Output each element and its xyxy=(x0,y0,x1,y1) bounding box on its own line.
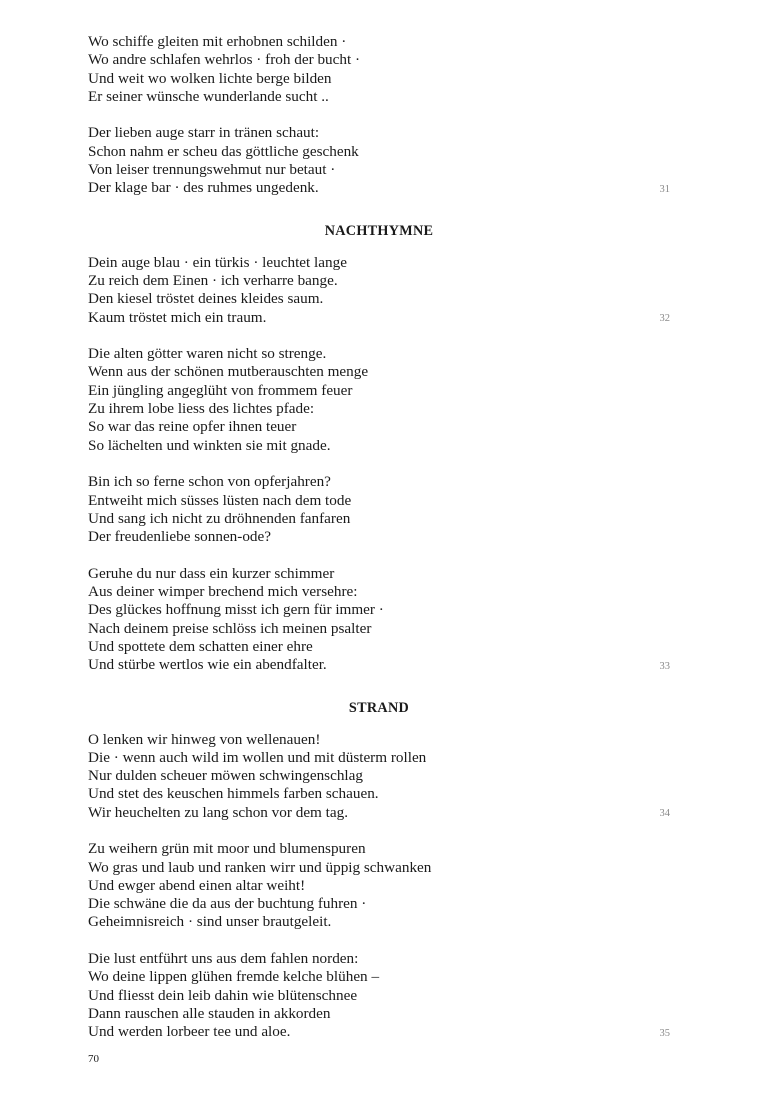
verse-line: Der lieben auge starr in tränen schaut: xyxy=(88,124,320,142)
stanza xyxy=(88,840,670,931)
verse-line: Und stet des keuschen himmels farben schauen. xyxy=(88,785,379,803)
verse-line: Und weit wo wolken lichte berge bilden xyxy=(88,69,332,87)
verse-line: Dein auge blau · ein türkis · leuchtet lange xyxy=(88,253,347,271)
verse-line: Aus deiner wimper brechend mich versehre: xyxy=(88,583,358,601)
verse-line: Die alten götter waren nicht so strenge. xyxy=(88,345,327,363)
stanza xyxy=(88,254,670,327)
stanza xyxy=(88,565,670,675)
verse-line: Wo gras und laub und ranken wirr und üppig schwanken xyxy=(88,858,432,876)
poem-strand xyxy=(88,731,670,1042)
verse-line: Der freudenliebe sonnen-ode? xyxy=(88,528,272,546)
poem-nachthymne xyxy=(88,254,670,675)
verse-line: Zu ihrem lobe liess des lichtes pfade: xyxy=(88,400,315,418)
verse-line: Die schwäne die da aus der buchtung fuhren · xyxy=(88,895,367,913)
verse-line: Die lust entführt uns aus dem fahlen norden: xyxy=(88,950,359,968)
section-intro xyxy=(88,33,670,198)
verse-line: Schon nahm er scheu das göttliche geschenk xyxy=(88,142,359,160)
stanza xyxy=(88,33,670,106)
verse-line: Und sang ich nicht zu dröhnenden fanfaren xyxy=(88,509,351,527)
verse-line: Des glückes hoffnung misst ich gern für immer · xyxy=(88,601,384,619)
verse-line: Den kiesel tröstet deines kleides saum. xyxy=(88,290,324,308)
verse-line: Geruhe du nur dass ein kurzer schimmer xyxy=(88,564,335,582)
verse-line: Von leiser trennungswehmut nur betaut · xyxy=(88,161,336,179)
stanza-number: 33 xyxy=(659,660,670,672)
verse-line: Er seiner wünsche wunderlande sucht .. xyxy=(88,87,329,105)
poem-title: NACHTHYMNE xyxy=(324,222,434,239)
verse-line: Wo andre schlafen wehrlos · froh der bucht · xyxy=(88,51,361,69)
verse-line: Und stürbe wertlos wie ein abendfalter. xyxy=(88,656,327,674)
verse-line: O lenken wir hinweg von wellenauen! xyxy=(88,730,321,748)
verse-line: Entweiht mich süsses lüsten nach dem tode xyxy=(88,491,352,509)
stanza-number: 34 xyxy=(659,807,670,819)
verse-line: Bin ich so ferne schon von opferjahren? xyxy=(88,473,331,491)
page-body xyxy=(88,33,670,1042)
verse-line: Der klage bar · des ruhmes ungedenk. xyxy=(88,179,319,197)
verse-line: So lächelten und winkten sie mit gnade. xyxy=(88,436,331,454)
stanza-number: 35 xyxy=(659,1027,670,1039)
verse-line: Wir heuchelten zu lang schon vor dem tag. xyxy=(88,803,349,821)
verse-line: Kaum tröstet mich ein traum. xyxy=(88,308,267,326)
stanza xyxy=(88,473,670,546)
verse-line: Zu weihern grün mit moor und blumenspuren xyxy=(88,840,366,858)
verse-line: Wo schiffe gleiten mit erhobnen schilden · xyxy=(88,33,347,50)
page-number: 70 xyxy=(88,1053,99,1065)
verse-line: Und spottete dem schatten einer ehre xyxy=(88,637,313,655)
verse-line: Die · wenn auch wild im wollen und mit düsterm rollen xyxy=(88,748,427,766)
verse-line: Dann rauschen alle stauden in akkorden xyxy=(88,1004,331,1022)
verse-line: Nur dulden scheuer möwen schwingenschlag xyxy=(88,767,363,785)
verse-line: Zu reich dem Einen · ich verharre bange. xyxy=(88,271,338,289)
stanza xyxy=(88,950,670,1041)
stanza xyxy=(88,731,670,822)
verse-line: Ein jüngling angeglüht von frommem feuer xyxy=(88,381,353,399)
verse-line: So war das reine opfer ihnen teuer xyxy=(88,418,297,436)
verse-line: Und fliesst dein leib dahin wie blütenschnee xyxy=(88,986,358,1004)
verse-line: Geheimnisreich · sind unser brautgeleit. xyxy=(88,913,332,931)
verse-line: Nach deinem preise schlöss ich meinen psalter xyxy=(88,619,372,637)
stanza xyxy=(88,124,670,197)
poem-title: STRAND xyxy=(348,699,410,716)
verse-line: Wo deine lippen glühen fremde kelche blühen – xyxy=(88,968,380,986)
verse-line: Und werden lorbeer tee und aloe. xyxy=(88,1023,291,1041)
stanza-number: 32 xyxy=(659,312,670,324)
stanza xyxy=(88,345,670,455)
verse-line: Wenn aus der schönen mutberauschten menge xyxy=(88,363,369,381)
verse-line: Und ewger abend einen altar weiht! xyxy=(88,876,306,894)
stanza-number: 31 xyxy=(659,183,670,195)
